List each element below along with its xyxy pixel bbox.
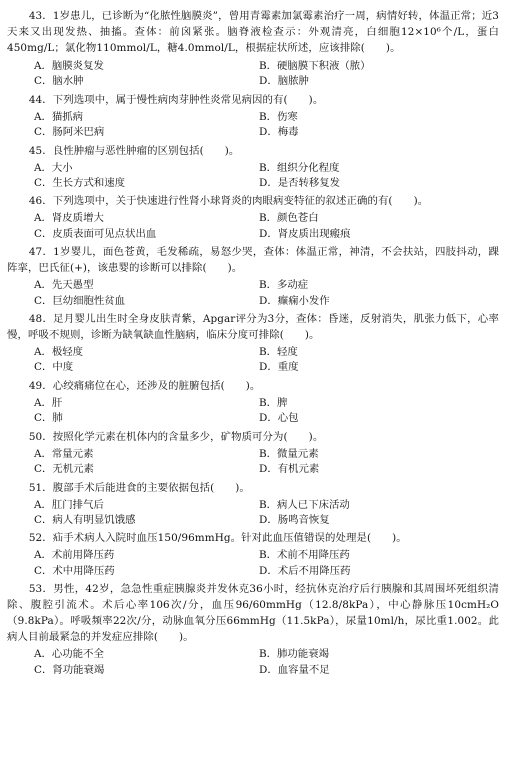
question-47	[7, 244, 499, 309]
option-d[interactable]: D．重度	[259, 361, 299, 374]
question-48	[7, 311, 499, 376]
option-b[interactable]: B．颜色苍白	[259, 212, 319, 225]
option-list	[7, 161, 499, 192]
option-list	[7, 59, 499, 90]
option-d[interactable]: D．术后不用降压药	[259, 564, 351, 577]
option-list	[7, 345, 499, 376]
option-d[interactable]: D．是否转移复发	[259, 177, 341, 190]
question-stem: 48．足月婴儿出生时全身皮肤青紫，Apgar评分为3分，查体：昏迷，反射消失，肌张力低下，心率慢，呼吸不规则，诊断为缺氧缺血性脑病，临床分度可排除( )。	[7, 313, 499, 342]
option-list	[7, 110, 499, 141]
question-43	[7, 8, 499, 90]
option-list	[7, 447, 499, 478]
option-a[interactable]: A．脑膜炎复发	[34, 60, 104, 72]
question-45	[7, 143, 499, 192]
option-b[interactable]: B．肺功能衰竭	[259, 648, 329, 661]
option-d[interactable]: D．癫痫小发作	[259, 294, 330, 307]
option-d[interactable]: D．脑脓肿	[259, 75, 309, 88]
option-c[interactable]: C．术中用降压药	[34, 564, 115, 577]
option-a[interactable]: A．心功能不全	[34, 648, 104, 661]
option-c[interactable]: C．肠阿米巴病	[34, 126, 105, 139]
question-stem: 45．良性肿瘤与恶性肿瘤的区别包括( )。	[28, 144, 240, 157]
question-stem: 49．心绞痛痛位在心，还涉及的脏腑包括( )。	[28, 379, 261, 392]
option-b[interactable]: B．微量元素	[259, 447, 319, 460]
option-a[interactable]: A．先天愚型	[34, 279, 94, 292]
option-c[interactable]: C．病人有明显饥饿感	[34, 513, 136, 526]
option-b[interactable]: B．术前不用降压药	[259, 549, 350, 562]
question-stem: 52．疝手术病人入院时血压150/96mmHg。针对此血压值错误的处理是( )。	[28, 532, 407, 545]
option-b[interactable]: B．硬脑膜下积液（脓）	[259, 60, 371, 72]
question-49	[7, 378, 499, 427]
option-b[interactable]: B．脾	[259, 396, 288, 409]
option-d[interactable]: D．血容量不足	[259, 663, 330, 676]
option-b[interactable]: B．多动症	[259, 279, 309, 292]
question-stem: 47．1岁婴儿，面色苍黄，毛发稀疏，易怒少哭，查体：体温正常，神清，不会扶站，四肢抖动，踝阵挛，巴氏征(+)，该患婴的诊断可以排除( )。	[7, 246, 499, 275]
option-b[interactable]: B．轻度	[259, 346, 298, 359]
option-b[interactable]: B．组织分化程度	[259, 161, 340, 174]
question-stem: 50．按照化学元素在机体内的含量多少，矿物质可分为( )。	[28, 430, 324, 443]
option-list	[7, 647, 499, 678]
option-c[interactable]: C．巨幼细胞性贫血	[34, 294, 126, 307]
option-d[interactable]: D．肾皮质出现瘢痕	[259, 227, 351, 240]
option-a[interactable]: A．术前用降压药	[34, 549, 115, 562]
question-stem: 46．下列选项中，关于快速进行性肾小球肾炎的肉眼病变特征的叙述正确的有( )。	[28, 195, 429, 208]
question-53	[7, 581, 499, 678]
question-46	[7, 193, 499, 242]
option-a[interactable]: A．常量元素	[34, 447, 94, 460]
option-a[interactable]: A．肝	[34, 396, 63, 409]
option-list	[7, 548, 499, 579]
question-stem: 51．腹部手术后能进食的主要依据包括( )。	[28, 481, 250, 494]
option-c[interactable]: C．中度	[34, 361, 74, 374]
question-stem: 43．1岁患儿，已诊断为“化脓性脑膜炎”，曾用青霉素加氯霉素治疗一周，病情好转，体温正常；近3天来又出现发热、抽搐。查体：前囟紧张。脑脊液检查示：外观清亮，白细胞12×10⁶个/L，蛋白450mg/L；氯化物110mmol/L，糖4.0mmol/L，根据症状所述，应该排除( )。	[7, 10, 499, 54]
option-a[interactable]: A．大小	[34, 161, 73, 174]
question-52	[7, 530, 499, 579]
option-d[interactable]: D．有机元素	[259, 463, 320, 476]
option-list	[7, 278, 499, 309]
option-d[interactable]: D．梅毒	[259, 126, 299, 139]
option-a[interactable]: A．猫抓病	[34, 110, 84, 123]
question-44	[7, 92, 499, 141]
option-c[interactable]: C．肺	[34, 412, 63, 425]
option-c[interactable]: C．生长方式和速度	[34, 177, 126, 190]
option-list	[7, 396, 499, 427]
option-c[interactable]: C．皮质表面可见点状出血	[34, 227, 157, 240]
option-a[interactable]: A．肾皮质增大	[34, 212, 104, 225]
option-d[interactable]: D．肠鸣音恢复	[259, 513, 330, 526]
option-c[interactable]: C．无机元素	[34, 463, 94, 476]
option-d[interactable]: D．心包	[259, 412, 299, 425]
option-a[interactable]: A．极轻度	[34, 346, 84, 359]
question-50	[7, 429, 499, 478]
option-c[interactable]: C．肾功能衰竭	[34, 663, 105, 676]
option-list	[7, 211, 499, 242]
question-stem: 44．下列选项中，属于慢性病肉芽肿性炎常见病因的有( )。	[28, 93, 324, 106]
option-c[interactable]: C．脑水肿	[34, 75, 84, 88]
question-51	[7, 480, 499, 529]
option-b[interactable]: B．病人已下床活动	[259, 498, 350, 511]
option-list	[7, 498, 499, 529]
option-a[interactable]: A．肛门排气后	[34, 498, 104, 511]
question-stem: 53．男性，42岁，急急性重症胰腺炎并发休克36小时，经抗休克治疗后行胰腺和其周围坏死组织清除、腹腔引流术。术后心率106次/分，血压96/60mmHg（12.8/8kPa），中心静脉压10cmH₂O（9.8kPa）。呼吸频率22次/分，动脉血氧分压66mmHg（11.5kPa），尿量10ml/h，尿比重1.002。此病人目前最紧急的并发症应排除( )。	[7, 583, 499, 644]
option-b[interactable]: B．伤寒	[259, 110, 298, 123]
